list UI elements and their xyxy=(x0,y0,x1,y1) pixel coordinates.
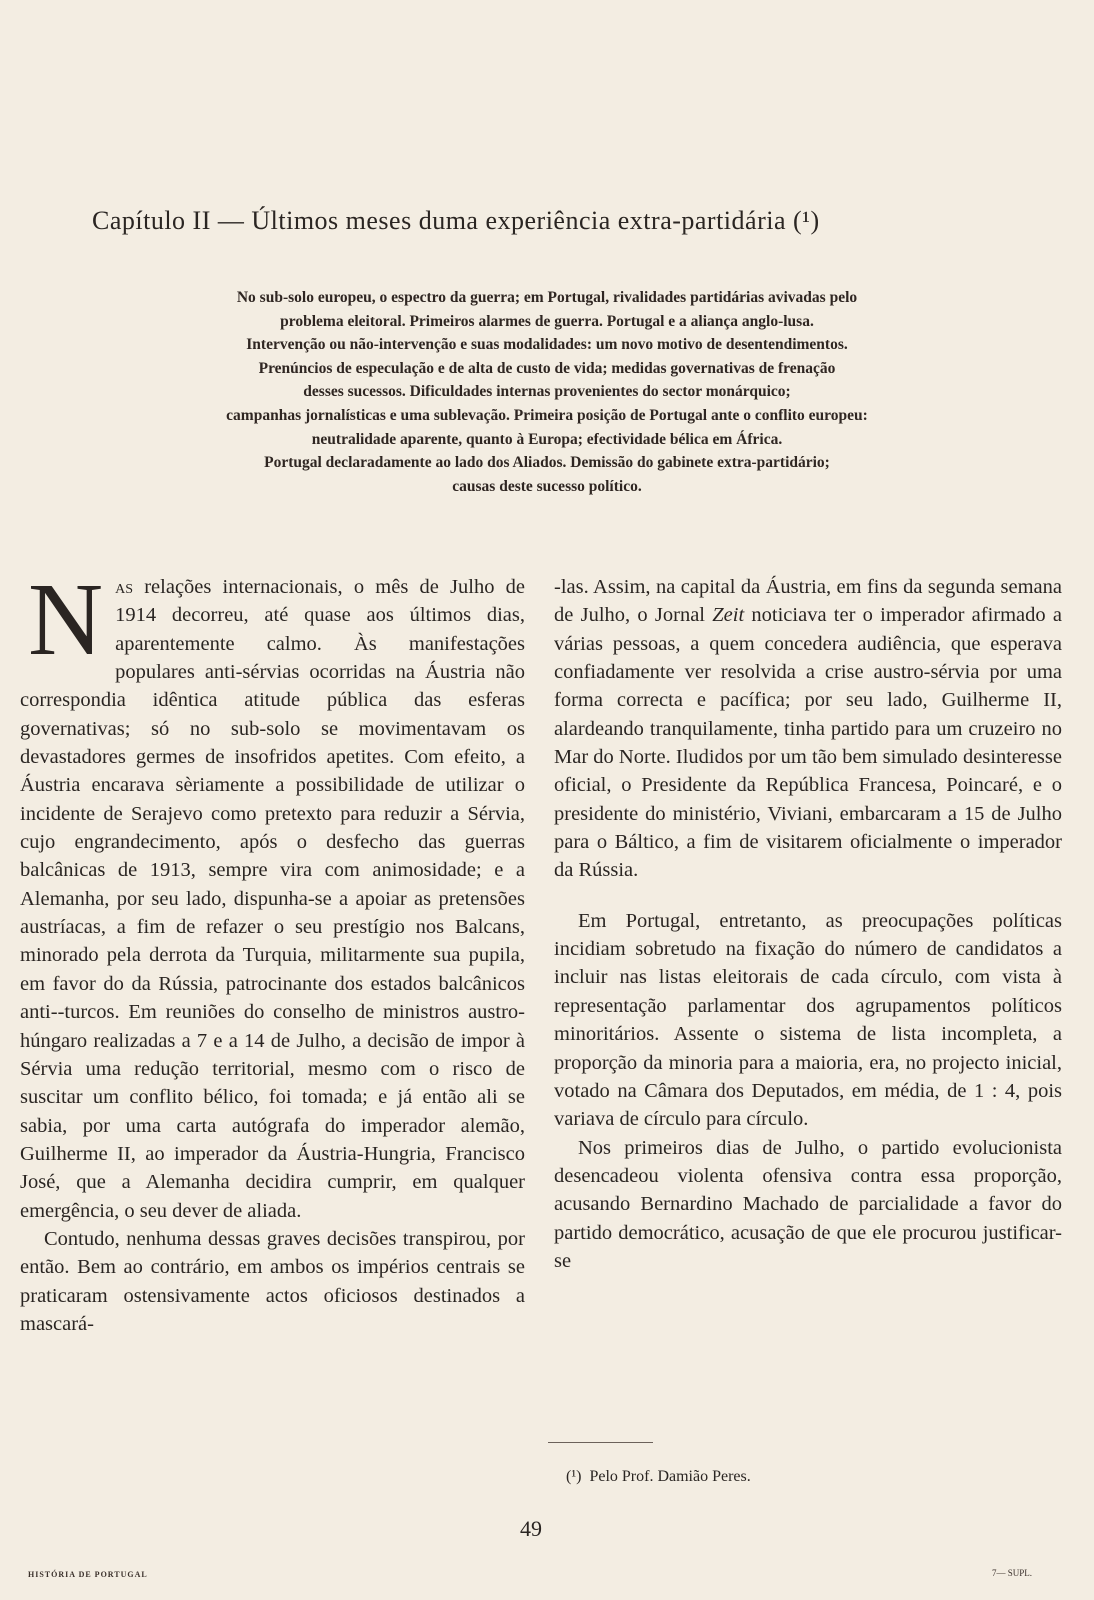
right-paragraph-1-end: noticiava ter o imperador afirmado a várias pessoas, a quem concedera audiência, que esperava confiadamente ver resolvida a crise austro-sérvia por uma forma correcta e pacífica; por seu lado, Guilherme II, alardeando tranquilamente, tinha partido para um cruzeiro no Mar do Norte. Iludidos por um tão bem simulado desinteresse oficial, o Presidente da República Francesa, Poincaré, e o presidente do ministério, Viviani, embarcaram a 15 de Julho para o Báltico, a fim de visitarem oficialmente o imperador da Rússia. xyxy=(554,604,1062,882)
chapter-summary xyxy=(84,286,1010,498)
summary-line: Prenúncios de especulação e de alta de custo de vida; medidas governativas de frenação xyxy=(258,359,836,377)
summary-line: Portugal declaradamente ao lado dos Aliados. Demissão do gabinete extra-partidário; xyxy=(264,454,830,472)
summary-line: problema eleitoral. Primeiros alarmes de guerra. Portugal e a aliança anglo-lusa. xyxy=(280,312,814,330)
newspaper-name: Zeit xyxy=(712,604,745,627)
summary-line: causas deste sucesso político. xyxy=(452,477,642,495)
right-paragraph-1-start: -las. Assim, na capital da Áustria, em fins da segunda semana de Julho, o Jornal xyxy=(554,576,1062,627)
footer-book-title: HISTÓRIA DE PORTUGAL xyxy=(28,1570,148,1579)
right-paragraph-1 xyxy=(554,573,1062,885)
left-paragraph-2: Contudo, nenhuma dessas graves decisões transpirou, por então. Bem ao contrário, em ambos os impérios centrais se praticaram ostensivamente actos oficiosos destinados a mascará- xyxy=(20,1227,525,1335)
footnote xyxy=(566,1468,751,1486)
left-paragraph-1-text: relações internacionais, o mês de Julho de 1914 decorreu, até quase aos últimos dias, aparentemente calmo. Às manifestações populares anti-sérvias ocorridas na Áustria não correspondia idêntica atitude pública das esferas governativas; só no sub-solo se movimentavam os devastadores germes de insofridos apetites. Com efeito, a Áustria encarava sèriamente a possibilidade de utilizar o incidente de Serajevo como pretexto para reduzir a Sérvia, cujo engrandecimento, após o desfecho das guerras balcânicas de 1913, sempre vira com animosidade; e a Alemanha, por seu lado, dispunha-se a apoiar as pretensões austríacas, a fim de refazer o seu prestígio nos Balcans, minorado pela derrota da Turquia, militarmente sua pupila, em favor do da Rússia, patrocinante dos estados balcânicos anti--turcos. Em reuniões do conselho de ministros austro-húngaro realizadas a 7 e a 14 de Julho, a decisão de impor à Sérvia uma redução territorial, mesmo com o risco de suscitar um conflito bélico, foi tomada; e já então ali se sabia, por uma carta autógrafa do imperador alemão, Guilherme II, ao imperador da Áustria-Hungria, Francisco José, que a Alemanha decidira cumprir, em qualquer emergência, o seu dever de aliada. xyxy=(20,576,526,1222)
footnote-marker: (¹) xyxy=(566,1468,582,1485)
summary-line: Intervenção ou não-intervenção e suas modalidades: um novo motivo de desentendimentos. xyxy=(246,336,848,354)
drop-cap: N xyxy=(28,562,104,677)
footer-signature: 7— SUPL. xyxy=(992,1568,1033,1578)
right-paragraph-2: Em Portugal, entretanto, as preocupações políticas incidiam sobretudo na fixação do número de candidatos a incluir nas listas eleitorais de cada círculo, com vista à representação parlamentar dos agrupamentos políticos minoritários. Assente o sistema de lista incompleta, a proporção da minoria para a maioria, era, no projecto inicial, votado na Câmara dos Deputados, em média, de 1 : 4, pois variava de círculo para círculo. xyxy=(554,909,1062,1131)
first-word-rest: as xyxy=(115,576,134,598)
chapter-title xyxy=(92,206,1002,236)
footnote-text: Pelo Prof. Damião Peres. xyxy=(589,1468,751,1485)
right-column xyxy=(554,573,1062,1275)
summary-line: desses sucessos. Dificuldades internas provenientes do sector monárquico; xyxy=(303,383,791,401)
chapter-title-footnote-marker: (¹) xyxy=(793,206,820,235)
footnote-rule xyxy=(548,1442,653,1443)
left-paragraph-1 xyxy=(20,562,526,1225)
chapter-title-text: Capítulo II — Últimos meses duma experiência extra-partidária xyxy=(92,206,786,235)
right-paragraph-3: Nos primeiros dias de Julho, o partido evolucionista desencadeou violenta ofensiva contra essa proporção, acusando Bernardino Machado de parcialidade a favor do partido democrático, acusação de que ele procurou justificar-se xyxy=(554,1136,1062,1272)
summary-line: campanhas jornalísticas e uma sublevação. Primeira posição de Portugal ante o conflito europeu: xyxy=(226,406,868,424)
page-number: 49 xyxy=(520,1516,542,1541)
left-column xyxy=(20,562,526,1338)
summary-line: neutralidade aparente, quanto à Europa; efectividade bélica em África. xyxy=(311,430,783,448)
summary-line: No sub-solo europeu, o espectro da guerra; em Portugal, rivalidades partidárias avivadas pelo xyxy=(236,289,858,306)
